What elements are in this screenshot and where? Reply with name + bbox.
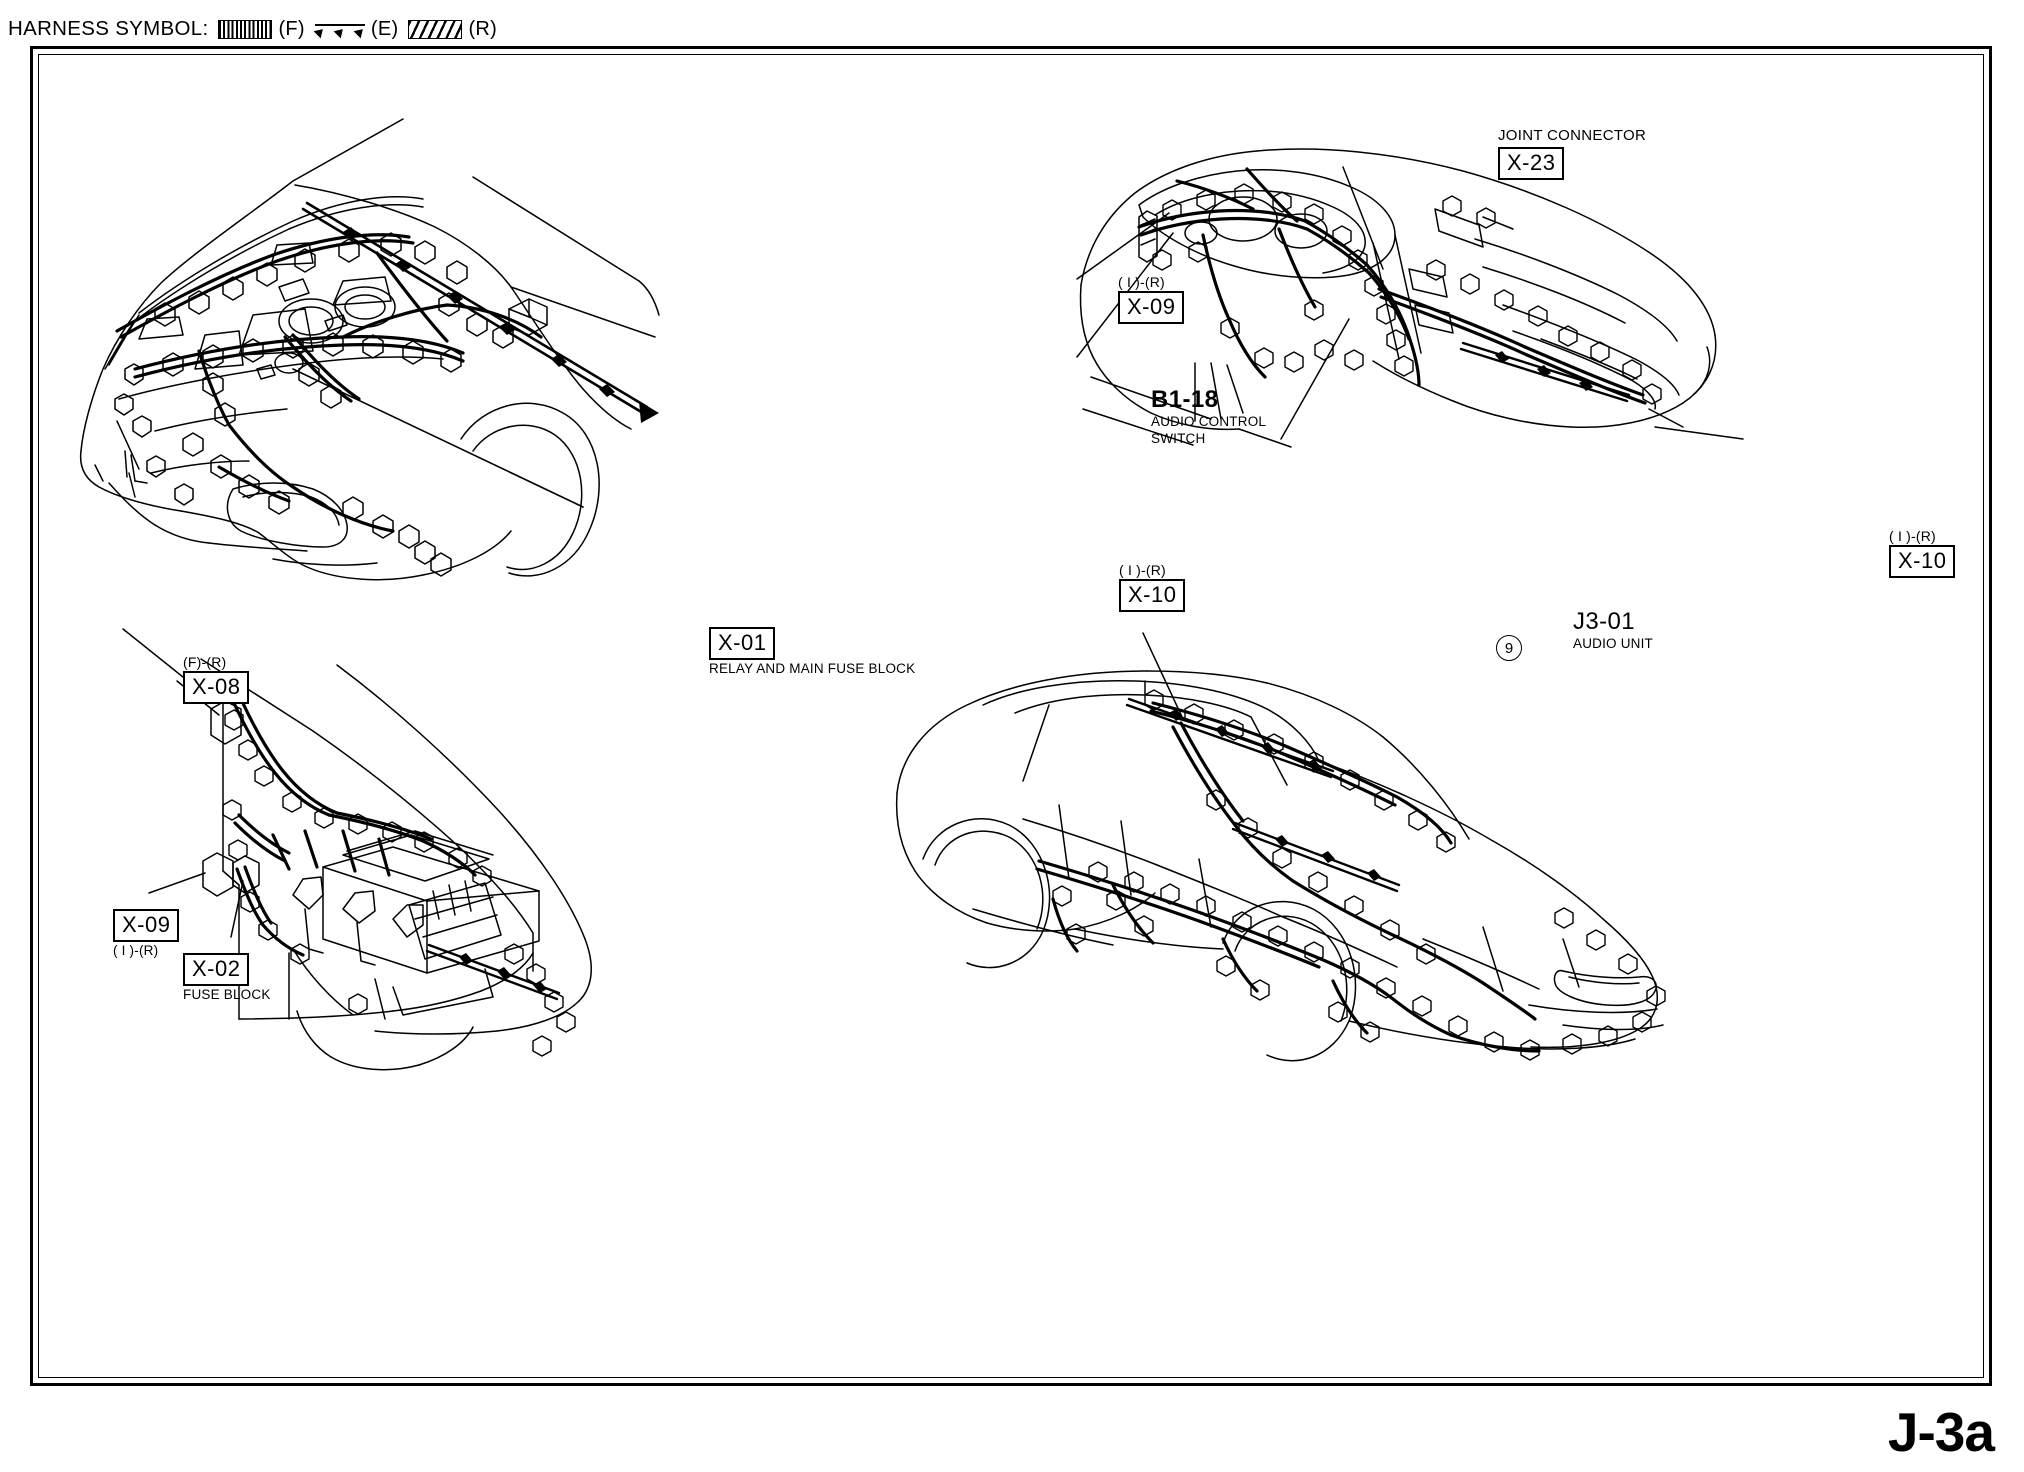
callout-desc-x-01: RELAY AND MAIN FUSE BLOCK: [709, 660, 916, 676]
legend-symbol-e: [315, 18, 399, 41]
callout-b1-18: [1151, 387, 1266, 447]
diagram-inner-frame: [38, 54, 1984, 1378]
callout-prefix-x-09-ip: ( I )-(R): [1118, 274, 1165, 290]
callout-code-x-09-dash: X-09: [113, 909, 179, 942]
callout-prefix-x-10-body: ( I )-(R): [1119, 562, 1166, 578]
callout-prefix-x-10-ip: ( I )-(R): [1889, 528, 1936, 544]
callout-desc-x-02: FUSE BLOCK: [183, 986, 271, 1002]
line-with-diamonds-icon: [315, 21, 365, 38]
callout-joint-connector: [1498, 127, 1646, 180]
callout-code-x-10-ip: X-10: [1889, 545, 1955, 578]
callout-desc-j3-01: AUDIO UNIT: [1573, 636, 1654, 652]
diagram-frame: [30, 46, 1992, 1386]
callout-desc-b1-18-line1: AUDIO CONTROL: [1151, 414, 1267, 430]
page-number: J-3a: [1887, 1401, 1994, 1463]
legend-label-f: (F): [278, 17, 305, 40]
legend-label-e: (E): [370, 17, 399, 40]
callout-code-circle-9: 9: [1496, 635, 1522, 661]
callout-code-x-01: X-01: [709, 627, 775, 660]
callout-code-x-08: X-08: [183, 671, 249, 704]
callout-suffix-x-09-dash: ( I )-(R): [113, 942, 159, 958]
callout-prefix-x-08: (F)-(R): [183, 654, 227, 670]
callout-x-10-ip: [1889, 529, 1955, 578]
harness-symbol-legend: [8, 12, 497, 46]
callout-j3-01: [1573, 609, 1653, 653]
joint-connector-title: JOINT CONNECTOR: [1498, 127, 1647, 144]
callout-circle-9: [1496, 635, 1522, 661]
legend-symbol-r: [408, 18, 497, 41]
diagonal-hatched-box-icon: [408, 20, 462, 39]
callout-x-09-ip: [1118, 275, 1184, 324]
callout-x-02: [183, 953, 271, 1003]
callout-code-x-10-body: X-10: [1119, 579, 1185, 612]
callout-x-09-dash: [113, 909, 179, 959]
callout-code-x-23: X-23: [1498, 147, 1564, 180]
callout-desc-b1-18-line2: SWITCH: [1151, 430, 1206, 446]
hatched-dense-box-icon: [218, 20, 272, 39]
callout-x-08: [183, 655, 249, 704]
callout-code-x-02: X-02: [183, 953, 249, 986]
callout-code-x-09-ip: X-09: [1118, 291, 1184, 324]
legend-title: HARNESS SYMBOL:: [8, 17, 209, 40]
legend-label-r: (R): [468, 17, 498, 40]
legend-symbol-f: [218, 18, 304, 41]
callout-x-10-body: [1119, 563, 1185, 612]
callout-code-b1-18: B1-18: [1151, 386, 1219, 413]
callout-code-j3-01: J3-01: [1573, 608, 1636, 635]
callout-x-01: [709, 627, 915, 677]
